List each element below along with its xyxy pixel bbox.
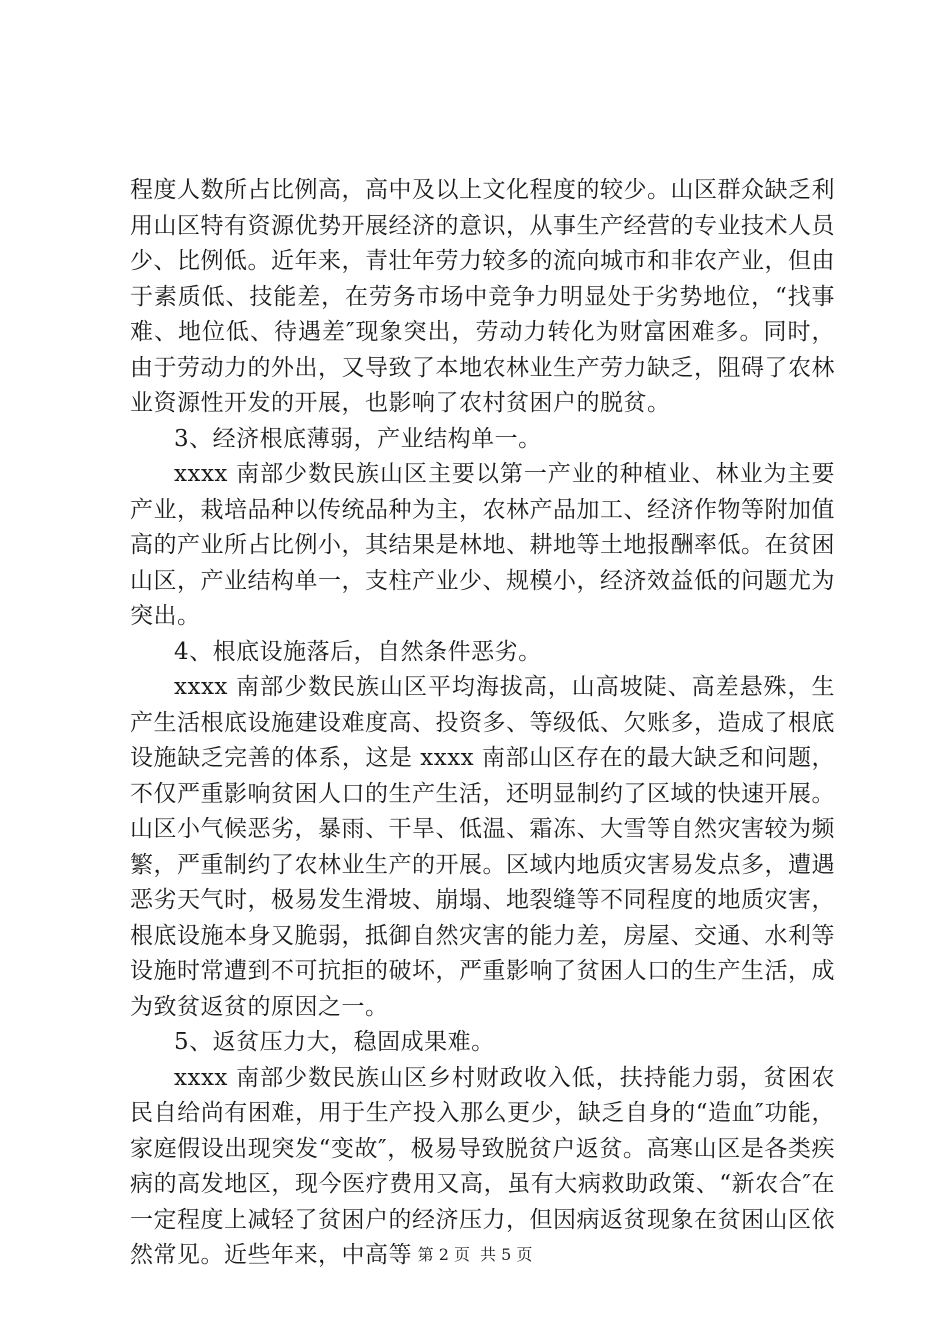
paragraph-3: xxxx 南部少数民族山区主要以第一产业的种植业、林业为主要产业，栽培品种以传统品种为主，农林产品加工、经济作物等附加值高的产业所占比例小，其结果是林地、耕地等土地报酬率低。在贫困山区，产业结构单一，支柱产业少、规模小，经济效益低的问题尤为突出。 [130, 461, 835, 629]
page-total: 共 5 页 [480, 1245, 533, 1264]
section-heading-3: 3、经济根底薄弱，产业结构单一。 [174, 425, 542, 452]
section-heading-5: 5、返贫压力大，稳固成果难。 [174, 1029, 495, 1055]
document-body [130, 173, 835, 1274]
paragraph-5: xxxx 南部少数民族山区乡村财政收入低，扶持能力弱，贫困农民自给尚有困难，用于生产投入那么更少，缺乏自身的“造血″功能，家庭假设出现突发“变故″，极易导致脱贫户返贫。高寒山区是各类疾病的高发地区，现今医疗费用又高，虽有大病救助政策、“新农合″在一定程度上减轻了贫困户的经济压力，但因病返贫现象在贫困山区依然常见。近些年来，中高等 [130, 1064, 835, 1268]
page-footer [0, 1245, 950, 1265]
paragraph-4: xxxx 南部少数民族山区平均海拔高，山高坡陡、高差悬殊，生产生活根底设施建设难度高、投资多、等级低、欠账多，造成了根底设施缺乏完善的体系，这是 xxxx 南部山区存在的最大缺乏和问题，不仅严重影响贫困人口的生产生活，还明显制约了区域的快速开展。山区小气候恶劣，暴雨、干旱、低温、霜冻、大雪等自然灾害较为频繁，严重制约了农林业生产的开展。区域内地质灾害易发点多，遭遇恶劣天气时，极易发生滑坡、崩塌、地裂缝等不同程度的地质灾害，根底设施本身又脆弱，抵御自然灾害的能力差，房屋、交通、水利等设施时常遭到不可抗拒的破坏，严重影响了贫困人口的生产生活，成为致贫返贫的原因之一。 [130, 674, 835, 1020]
section-heading-4: 4、根底设施落后，自然条件恶劣。 [174, 638, 542, 665]
paragraph-1: 程度人数所占比例高，高中及以上文化程度的较少。山区群众缺乏利用山区特有资源优势开展经济的意识，从事生产经营的专业技术人员少、比例低。近年来，青壮年劳力较多的流向城市和非农产业，但由于素质低、技能差，在劳务市场中竞争力明显处于劣势地位，“找事难、地位低、待遇差″现象突出，劳动力转化为财富困难多。同时，由于劳动力的外出，又导致了本地农林业生产劳力缺乏，阻碍了农林业资源性开发的开展，也影响了农村贫困户的脱贫。 [130, 177, 835, 416]
page-number: 第 2 页 [417, 1245, 470, 1264]
